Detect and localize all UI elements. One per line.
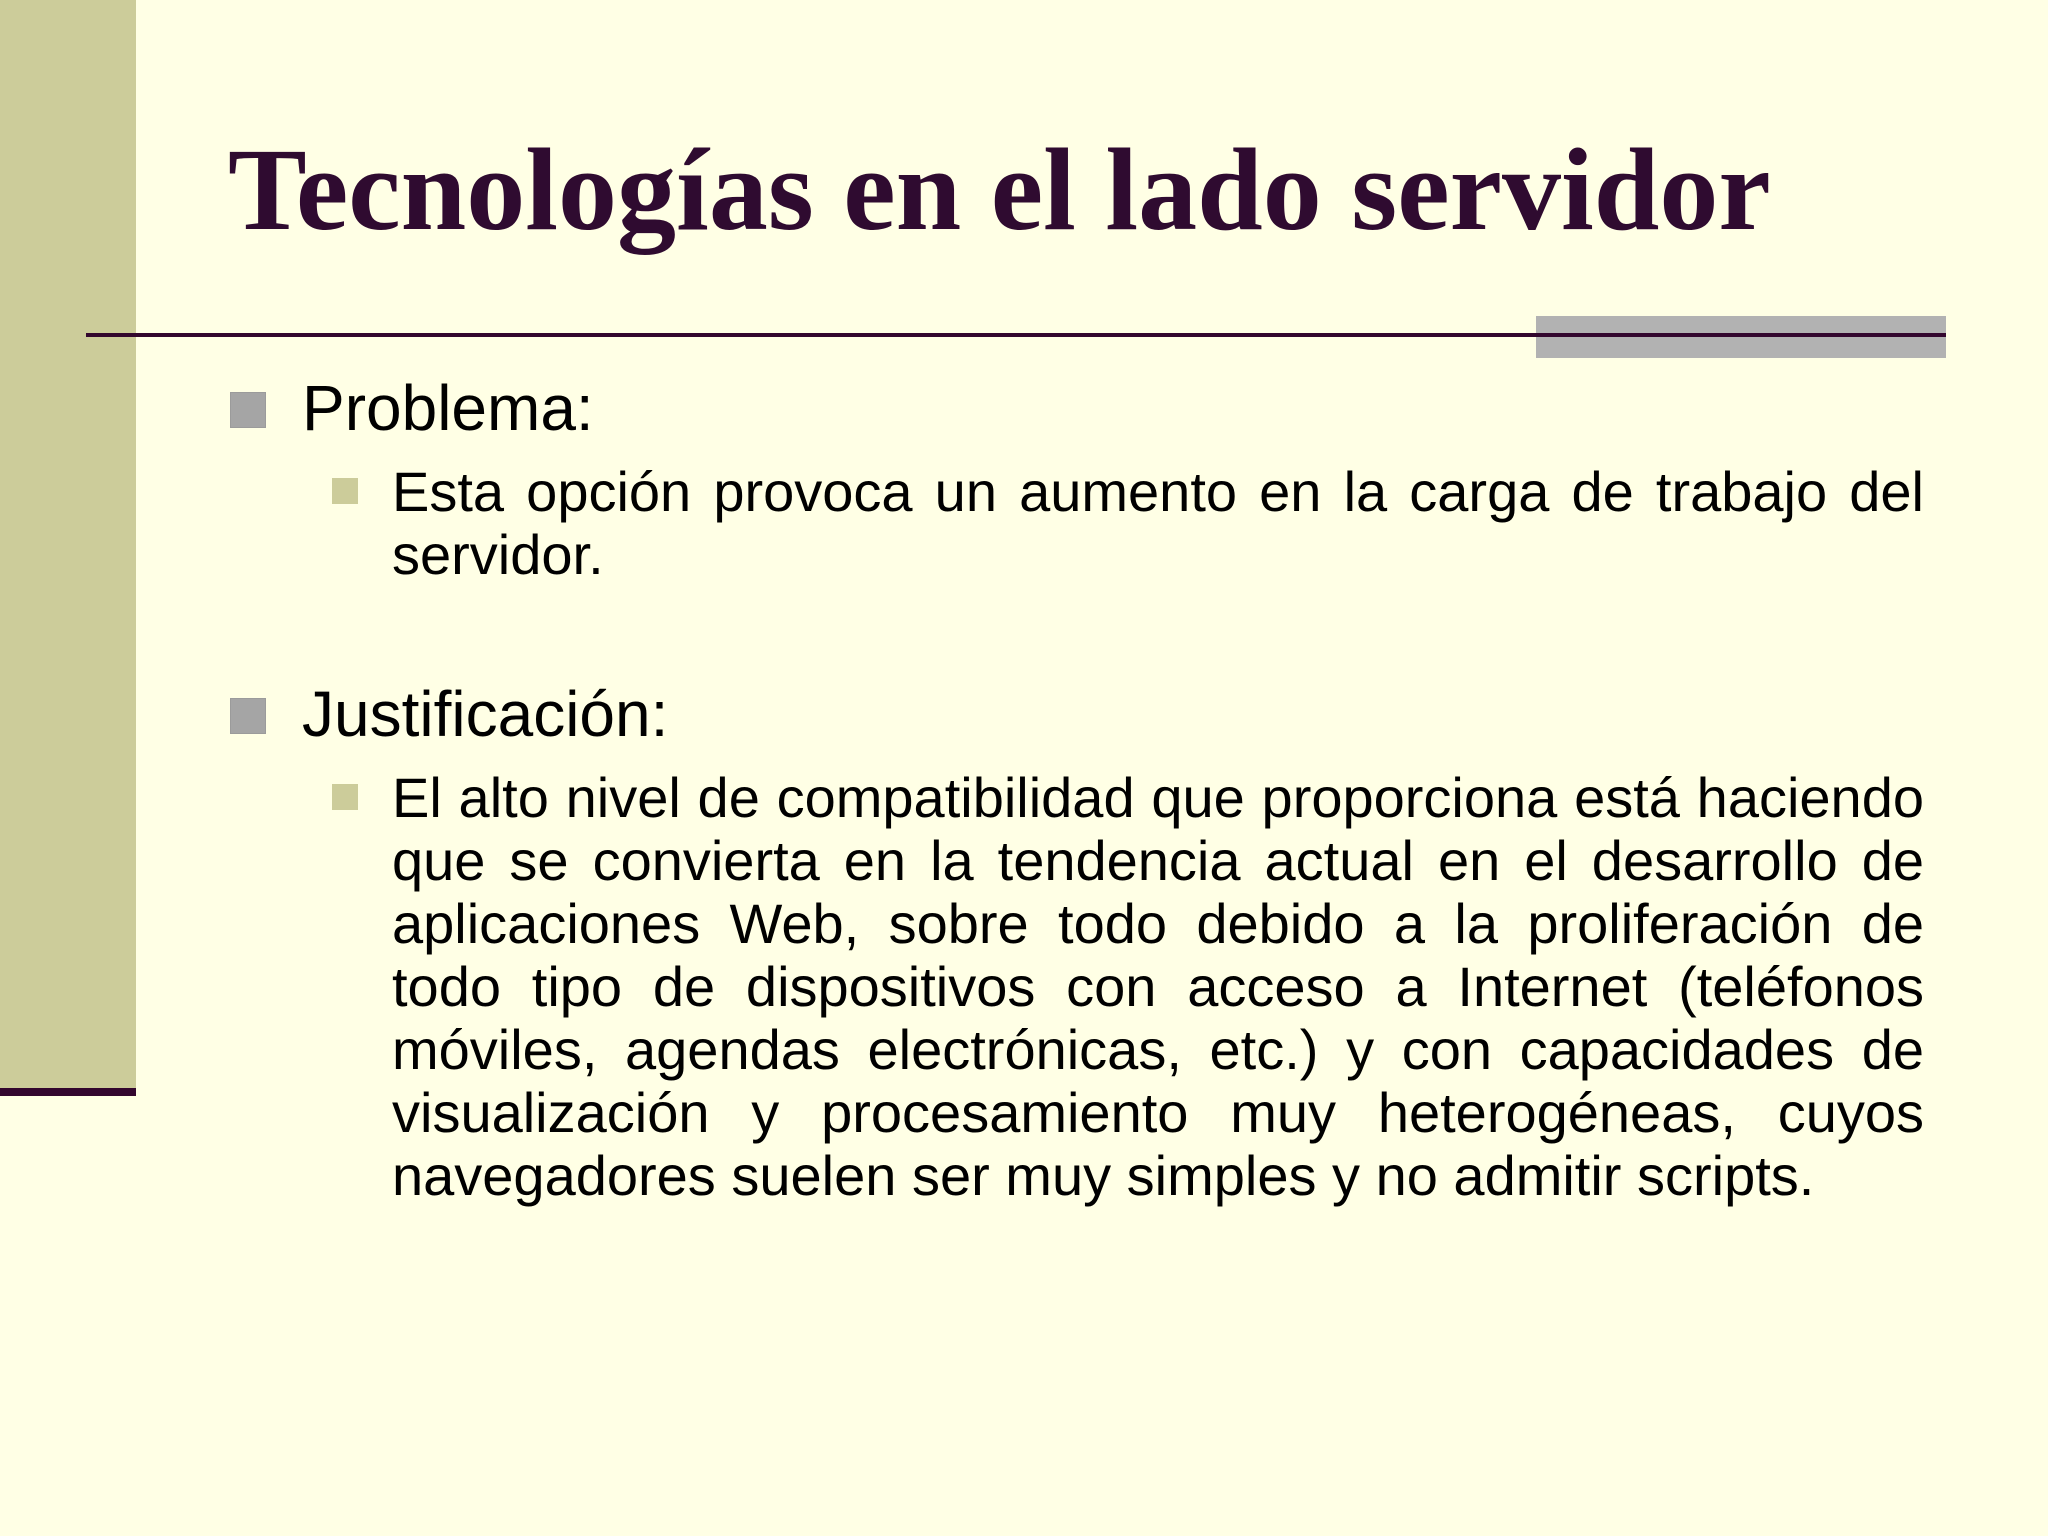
square-bullet-icon bbox=[332, 478, 358, 504]
square-bullet-icon bbox=[230, 392, 266, 428]
square-bullet-icon bbox=[230, 698, 266, 734]
section-heading-justificacion: Justificación: bbox=[302, 678, 669, 750]
square-bullet-icon bbox=[332, 784, 358, 810]
section-item-justificacion: El alto nivel de compatibilidad que proporciona está haciendo que se convierta en la tendencia actual en el desarrollo de aplicaciones Web, sobre todo debido a la proliferación de todo tipo de dispositivos con acceso a Internet (teléfonos móviles, agendas electrónicas, etc.) y con capacidades de visualización y procesamiento muy heterogéneas, cuyos navegadores suelen ser muy simples y no admitir scripts. bbox=[392, 766, 1924, 1207]
section-item-problema: Esta opción provoca un aumento en la carga de trabajo del servidor. bbox=[392, 460, 1924, 586]
slide-title: Tecnologías en el lado servidor bbox=[228, 124, 1771, 255]
section-heading-problema: Problema: bbox=[302, 372, 594, 444]
